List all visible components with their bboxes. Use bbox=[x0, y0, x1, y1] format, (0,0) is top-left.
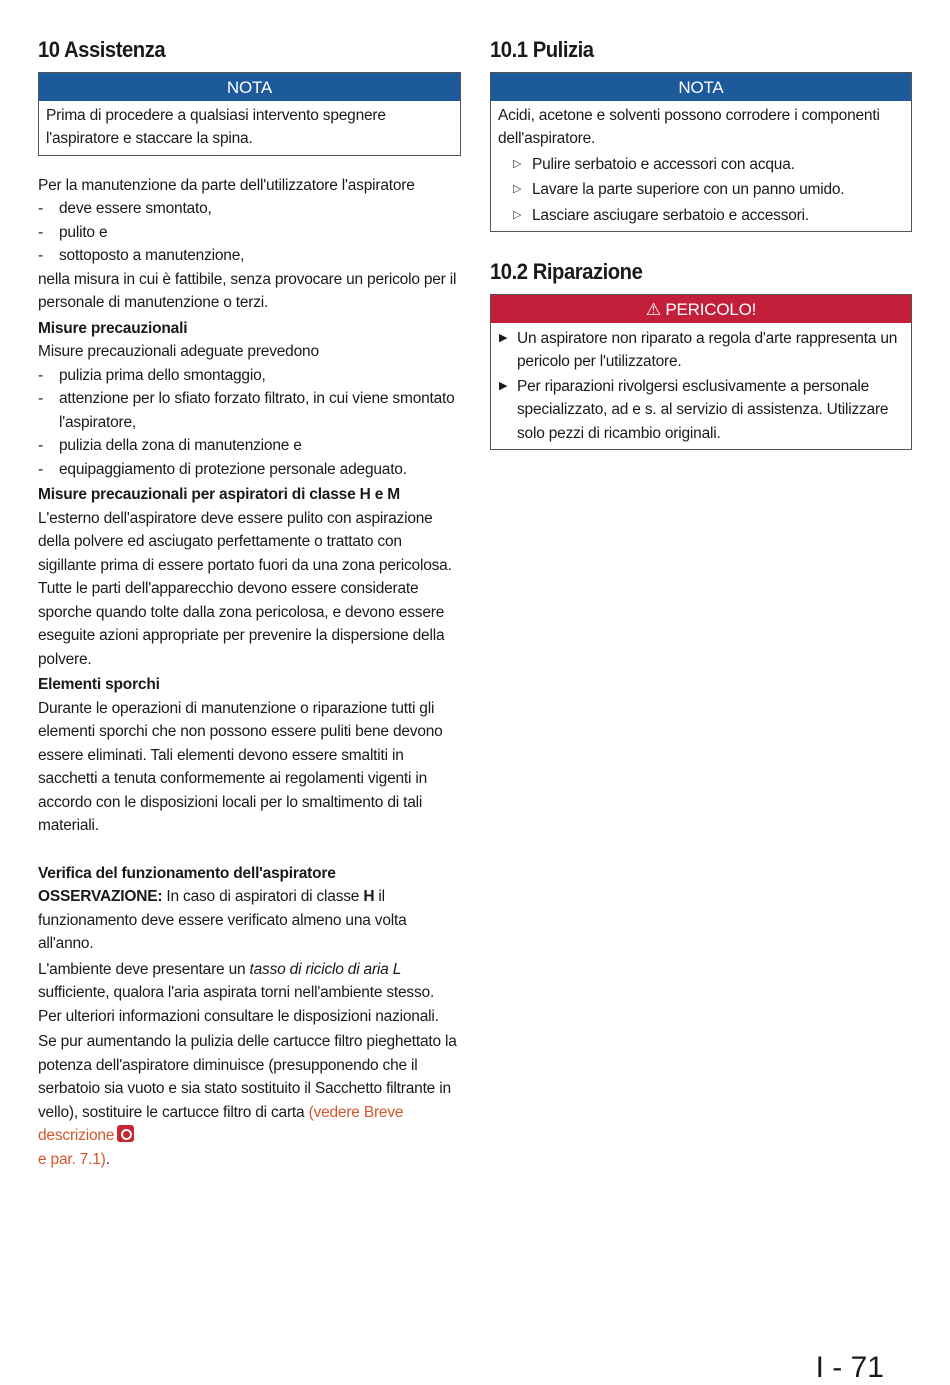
left-column bbox=[38, 38, 461, 1171]
section-heading-assistenza: 10 Assistenza bbox=[38, 37, 166, 62]
section-heading-pulizia: 10.1 Pulizia bbox=[490, 37, 594, 62]
triangle-right-icon: ▷ bbox=[513, 183, 522, 195]
osservazione-text: OSSERVAZIONE: In caso di aspiratori di classe H il funzionamento deve essere verificato almeno una volta all'anno. bbox=[38, 888, 407, 952]
verifica-heading: Verifica del funzionamento dell'aspiratore bbox=[38, 864, 336, 882]
list-item: ▶ Un aspiratore non riparato a regola d'arte rappresenta un pericolo per l'utilizzatore. bbox=[498, 327, 903, 374]
triangle-right-icon: ▷ bbox=[513, 157, 522, 170]
classe-heading: Misure precauzionali per aspiratori di classe H e M bbox=[38, 486, 400, 503]
arrow-right-icon: ▶ bbox=[499, 331, 508, 344]
nota-box-title: NOTA bbox=[491, 73, 911, 101]
list-item: ▷ Lasciare asciugare serbatoio e accessori. bbox=[498, 204, 903, 228]
misure-heading: Misure precauzionali bbox=[38, 319, 188, 337]
ambiente-text: L'ambiente deve presentare un tasso di riciclo di aria L sufficiente, qualora l'aria aspirata torni nell'ambiente stesso. Per ulteriori informazioni consultare le disposizioni nazionali. bbox=[38, 960, 439, 1025]
list-item: ▷ Lavare la parte superiore con un panno umido. bbox=[498, 178, 903, 202]
pericolo-box-title: ⚠ PERICOLO! bbox=[491, 295, 911, 323]
page-number: I - 71 bbox=[815, 1351, 884, 1384]
filter-warning-icon bbox=[117, 1125, 134, 1142]
list-item: ▶ Per riparazioni rivolgersi esclusivamente a personale specializzato, ad e s. al servizio di assistenza. Utilizzare solo pezzi di ricambio originali. bbox=[498, 375, 903, 446]
filtro-text: Se pur aumentando la pulizia delle cartucce filtro pieghettato la potenza dell'aspiratore diminuisce (presupponendo che il serbatoio sia vuoto e sia stato sostituito il Sacchetto filtrante in vello), sostituire le cartucce filtro di carta (vedere Breve descrizione e par. 7.1). bbox=[38, 1033, 457, 1168]
intro-after-text: nella misura in cui è fattibile, senza provocare un pericolo per il personale di manutenzione o terzi. bbox=[38, 270, 457, 311]
breve-descrizione-link[interactable]: (vedere Breve descrizione bbox=[38, 1103, 404, 1144]
nota-box-text: Acidi, acetone e solventi possono corrodere i componenti dell'aspiratore. bbox=[498, 106, 880, 147]
list-item: ▷ Pulire serbatoio e accessori con acqua. bbox=[498, 153, 903, 177]
list-item: - deve essere smontato, bbox=[38, 200, 212, 217]
triangle-right-icon: ▷ bbox=[513, 208, 522, 221]
nota-box bbox=[38, 72, 461, 156]
nota-box-text: Prima di procedere a qualsiasi intervento spegnere l'aspiratore e staccare la spina. bbox=[46, 106, 386, 147]
list-item: - pulizia prima dello smontaggio, bbox=[38, 366, 266, 384]
osservazione-label: OSSERVAZIONE: bbox=[38, 888, 163, 905]
right-column bbox=[490, 38, 912, 468]
sporchi-heading: Elementi sporchi bbox=[38, 676, 160, 693]
list-item: - pulito e bbox=[38, 223, 108, 241]
pericolo-box bbox=[490, 294, 912, 451]
nota-box-title: NOTA bbox=[39, 73, 460, 101]
nota-box-pulizia bbox=[490, 72, 912, 233]
section-heading-riparazione: 10.2 Riparazione bbox=[490, 259, 643, 284]
sporchi-text: Durante le operazioni di manutenzione o riparazione tutti gli elementi sporchi che non possono essere puliti bene devono essere eliminati. Tali elementi devono essere smaltiti in sacchetti a tenuta conformemente ai regolamenti vigenti in accordo con le disposizioni locali per lo smaltimento di tali materiali. bbox=[38, 699, 443, 834]
classe-text: L'esterno dell'aspiratore deve essere pulito con aspirazione della polvere ed asciugato perfettamente o trattato con sigillante prima di essere portato fuori da una zona pericolosa. Tutte le parti dell'apparecchio devono essere considerate sporche quando tolte dalla zona pericolosa, e devono essere eseguite azioni appropriate per prevenire la dispersione della polvere. bbox=[38, 509, 452, 668]
list-item: - pulizia della zona di manutenzione e bbox=[38, 437, 302, 454]
list-item: - equipaggiamento di protezione personale adeguato. bbox=[38, 460, 407, 478]
list-item: - sottoposto a manutenzione, bbox=[38, 247, 245, 264]
intro-text: Per la manutenzione da parte dell'utilizzatore l'aspiratore bbox=[38, 176, 415, 194]
arrow-right-icon: ▶ bbox=[499, 379, 508, 392]
list-item: - attenzione per lo sfiato forzato filtrato, in cui viene smontato l'aspiratore, bbox=[38, 390, 455, 431]
misure-intro: Misure precauzionali adeguate prevedono bbox=[38, 343, 319, 360]
paragraph-7-1-link[interactable]: e par. 7.1) bbox=[38, 1150, 106, 1168]
